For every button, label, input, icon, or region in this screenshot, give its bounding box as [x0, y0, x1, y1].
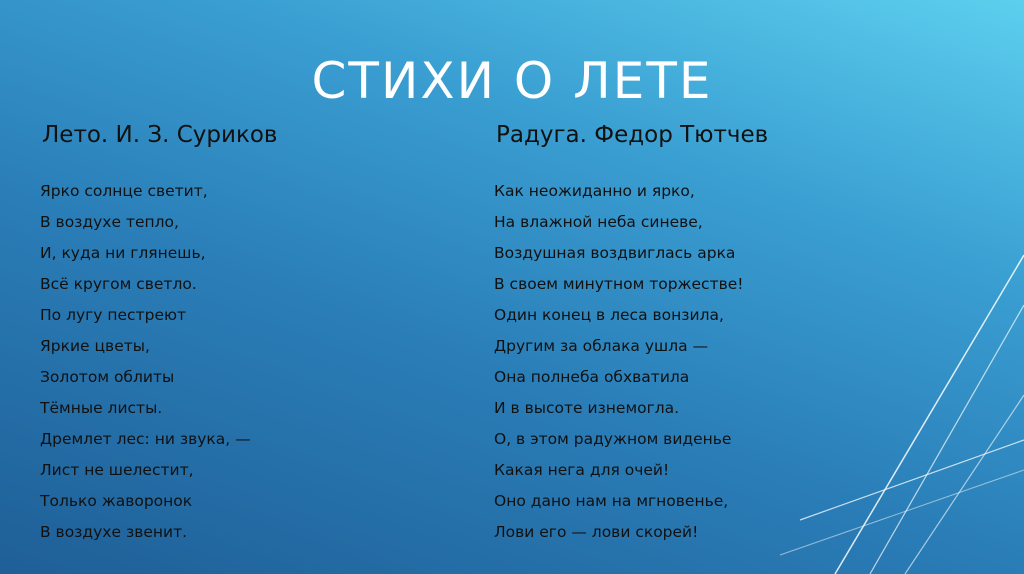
right-poem-lines: [494, 176, 934, 548]
slide-title: СТИХИ О ЛЕТЕ: [311, 52, 713, 110]
left-poem-lines: [40, 176, 460, 548]
poem-line: Как неожиданно и ярко,: [494, 182, 695, 200]
poem-line: Лови его — лови скорей!: [494, 523, 699, 541]
poem-line: На влажной неба синеве,: [494, 213, 703, 231]
right-poem-heading: Радуга. Федор Тютчев: [496, 122, 769, 148]
poem-line: В своем минутном торжестве!: [494, 275, 744, 293]
poem-line: И в высоте изнемогла.: [494, 399, 680, 417]
poem-line: Тёмные листы.: [40, 399, 163, 417]
poem-line: Какая нега для очей!: [494, 461, 670, 479]
poem-line: В воздухе тепло,: [40, 213, 179, 231]
left-poem-heading: Лето. И. З. Суриков: [42, 122, 278, 148]
poem-line: Воздушная воздвиглась арка: [494, 244, 736, 262]
poem-line: И, куда ни глянешь,: [40, 244, 206, 262]
poem-line: Она полнеба обхватила: [494, 368, 690, 386]
poem-line: Яркие цветы,: [40, 337, 150, 355]
poem-line: Только жаворонок: [40, 492, 193, 510]
poem-line: По лугу пестреют: [40, 306, 187, 324]
poem-line: Ярко солнце светит,: [40, 182, 208, 200]
poem-line: Лист не шелестит,: [40, 461, 194, 479]
poem-line: О, в этом радужном виденье: [494, 430, 732, 448]
poem-line: Золотом облиты: [40, 368, 175, 386]
poem-line: Оно дано нам на мгновенье,: [494, 492, 729, 510]
left-poem: [40, 122, 460, 548]
poem-line: Дремлет лес: ни звука, —: [40, 430, 251, 448]
poem-line: В воздухе звенит.: [40, 523, 188, 541]
poem-line: Другим за облака ушла —: [494, 337, 709, 355]
right-poem: [494, 122, 934, 548]
poem-line: Один конец в леса вонзила,: [494, 306, 724, 324]
poem-line: Всё кругом светло.: [40, 275, 197, 293]
